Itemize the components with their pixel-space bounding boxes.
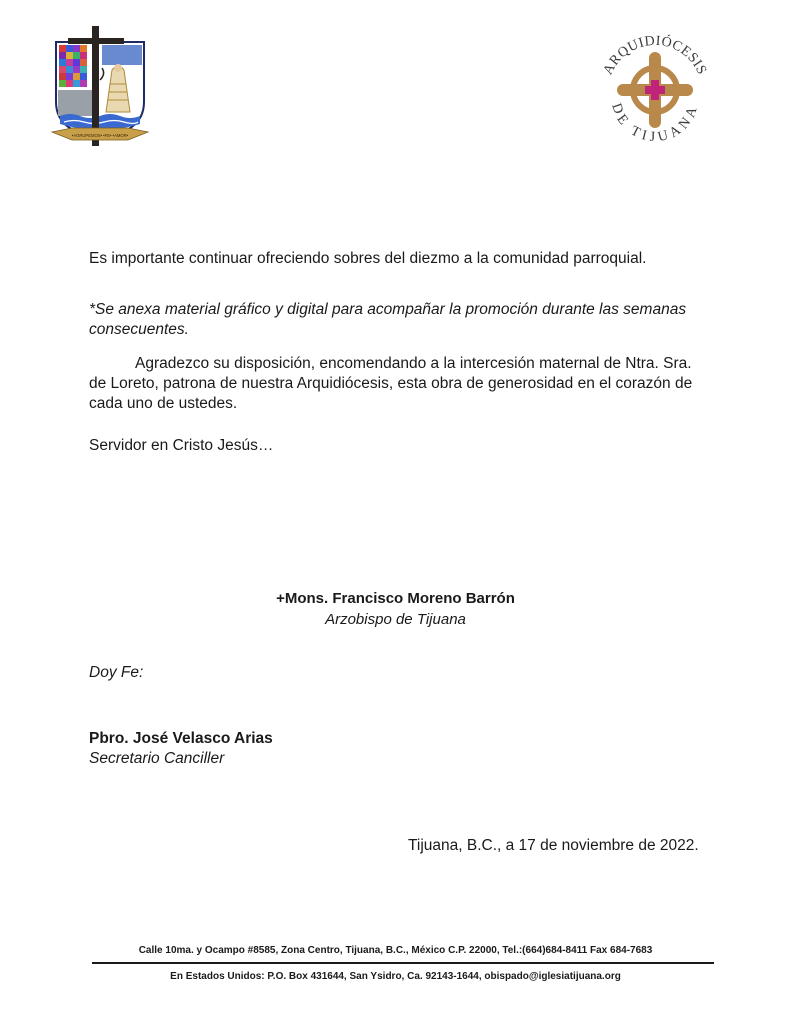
paragraph-line: de Loreto, patrona de nuestra Arquidiócesis, esta obra de generosidad en el corazón de — [89, 375, 693, 392]
svg-text:ARQUIDIÓCESIS: ARQUIDIÓCESIS — [600, 33, 710, 78]
paragraph-gratitude — [89, 354, 709, 414]
footer-divider — [92, 962, 714, 964]
footer-address-usa: En Estados Unidos: P.O. Box 431644, San Ysidro, Ca. 92143-1644, obispado@iglesiatijuana.org — [170, 971, 621, 982]
paragraph-line: *Se anexa material gráfico y digital para acompañar la promoción durante las semanas — [89, 301, 687, 318]
svg-text:DE TIJUANA: DE TIJUANA — [608, 101, 702, 146]
svg-text:•AGRUPEMOS• •FE• •AMOR•: •AGRUPEMOS• •FE• •AMOR• — [71, 133, 129, 138]
paragraph-line: cada uno de ustedes. — [89, 395, 238, 412]
chancellor-name: Pbro. José Velasco Arias — [89, 730, 273, 747]
letter-date: Tijuana, B.C., a 17 de noviembre de 2022. — [408, 837, 699, 854]
paragraph-tithe — [89, 249, 709, 269]
footer-address-mexico: Calle 10ma. y Ocampo #8585, Zona Centro, Tijuana, B.C., México C.P. 22000, Tel.:(664)684-8411 Fax 684-7683 — [138, 945, 653, 956]
archdiocese-coat-of-arms-logo — [50, 24, 150, 150]
archbishop-title: Arzobispo de Tijuana — [325, 611, 466, 628]
chancellor-title: Secretario Canciller — [89, 750, 225, 767]
arquidiocesis-de-tijuana-logo — [594, 28, 716, 154]
paragraph-line: Es importante continuar ofreciendo sobres del diezmo a la comunidad parroquial. — [89, 250, 647, 267]
letter-closing: Servidor en Cristo Jesús… — [89, 437, 274, 454]
paragraph-line: consecuentes. — [89, 321, 189, 338]
paragraph-line: Agradezco su disposición, encomendando a la intercesión maternal de Ntra. Sra. — [135, 355, 692, 372]
paragraph-annex-note — [89, 300, 713, 340]
attestation-label: Doy Fe: — [89, 664, 144, 681]
archbishop-name: +Mons. Francisco Moreno Barrón — [276, 590, 515, 607]
